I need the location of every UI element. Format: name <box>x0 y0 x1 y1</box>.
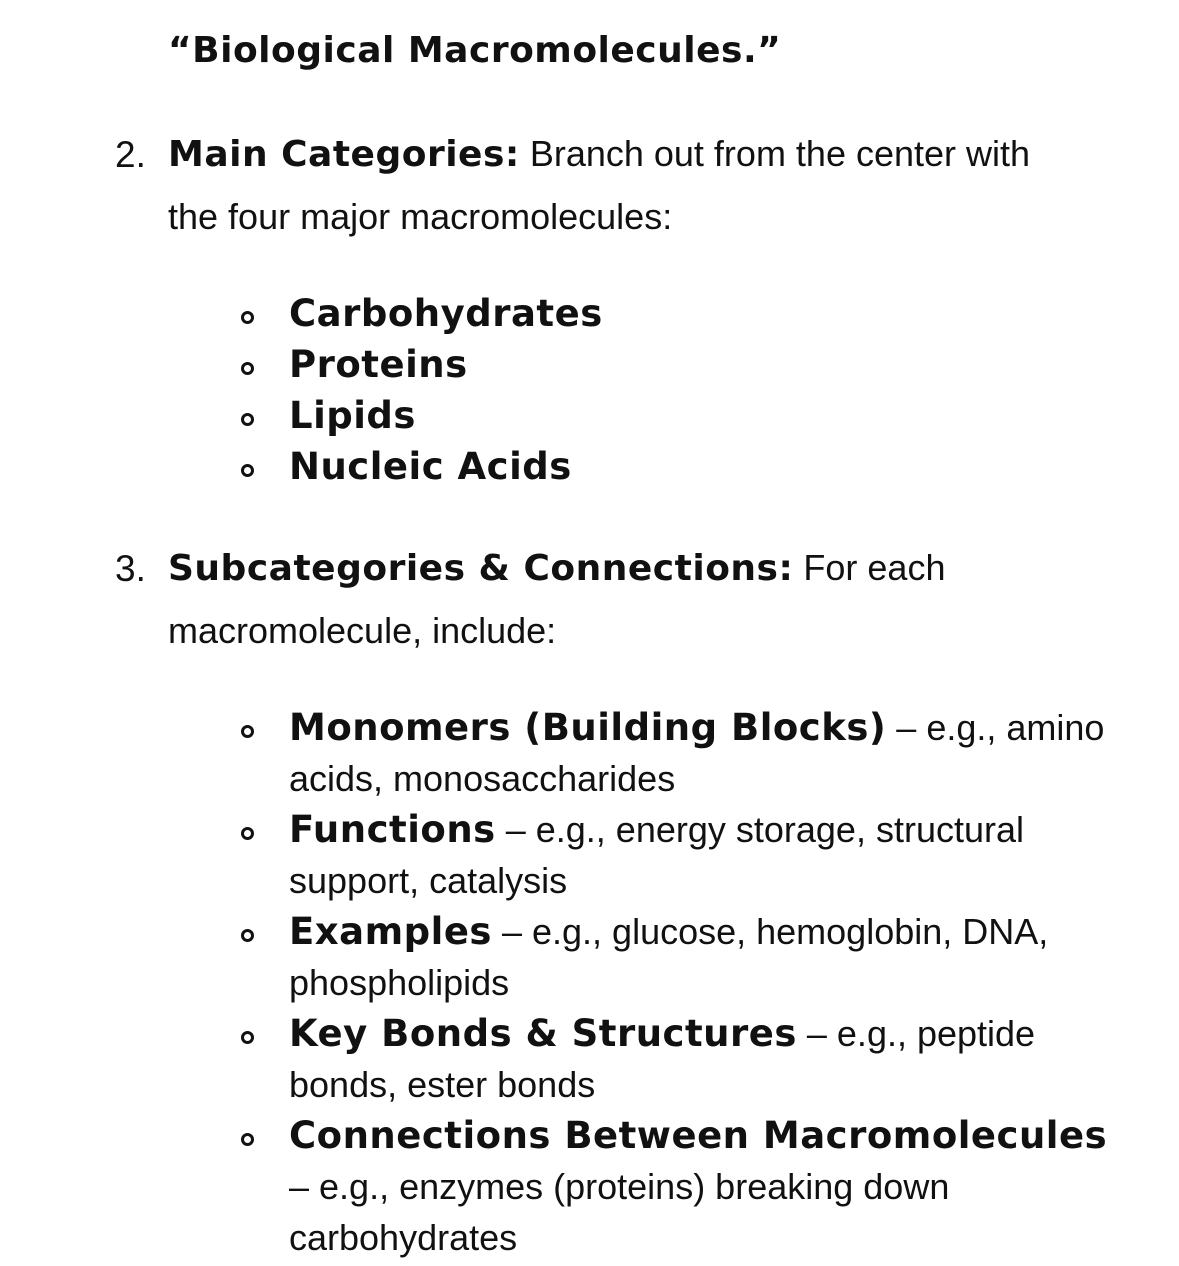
item2-text-line1: Branch out from the center with <box>529 133 1031 174</box>
item3-text-line1: For each <box>803 547 946 588</box>
bullet-icon <box>241 413 254 426</box>
item2-number: 2. <box>115 134 146 175</box>
item1-title-continuation: “Biological Macromolecules.” <box>168 30 782 71</box>
list-item-connections-cont2: carbohydrates <box>289 1217 518 1258</box>
bullet-icon <box>241 827 254 840</box>
list-item-examples-cont: phospholipids <box>289 962 510 1003</box>
list-item-monomers-cont: acids, monosaccharides <box>289 758 676 799</box>
bullet-icon <box>241 464 254 477</box>
item3-line1 <box>168 536 945 600</box>
list-item-monomers: Monomers (Building Blocks) – e.g., amino <box>289 706 1105 749</box>
bullet-icon <box>241 929 254 942</box>
list-item-carbohydrates: Carbohydrates <box>289 292 603 335</box>
bullet-icon <box>241 362 254 375</box>
list-item-functions: Functions – e.g., energy storage, structural <box>289 808 1024 851</box>
item3-text-line2: macromolecule, include: <box>168 610 557 651</box>
bullet-icon <box>241 1031 254 1044</box>
item2-text-line2: the four major macromolecules: <box>168 196 673 237</box>
list-item-proteins: Proteins <box>289 343 468 386</box>
list-item-lipids: Lipids <box>289 394 416 437</box>
item3-heading: Subcategories & Connections: <box>168 548 794 589</box>
bullet-icon <box>241 1133 254 1146</box>
list-item-connections: Connections Between Macromolecules <box>289 1114 1108 1157</box>
bullet-icon <box>241 311 254 324</box>
list-item-connections-cont: – e.g., enzymes (proteins) breaking down <box>289 1166 950 1207</box>
list-item-key-bonds: Key Bonds & Structures – e.g., peptide <box>289 1012 1036 1055</box>
list-item-functions-cont: support, catalysis <box>289 860 568 901</box>
item3-number: 3. <box>115 548 146 589</box>
list-item-examples: Examples – e.g., glucose, hemoglobin, DNA, <box>289 910 1049 953</box>
list-item-key-bonds-cont: bonds, ester bonds <box>289 1064 596 1105</box>
list-item-nucleic-acids: Nucleic Acids <box>289 445 572 488</box>
item2-line1 <box>168 122 1030 186</box>
item2-heading: Main Categories: <box>168 134 520 175</box>
bullet-icon <box>241 725 254 738</box>
